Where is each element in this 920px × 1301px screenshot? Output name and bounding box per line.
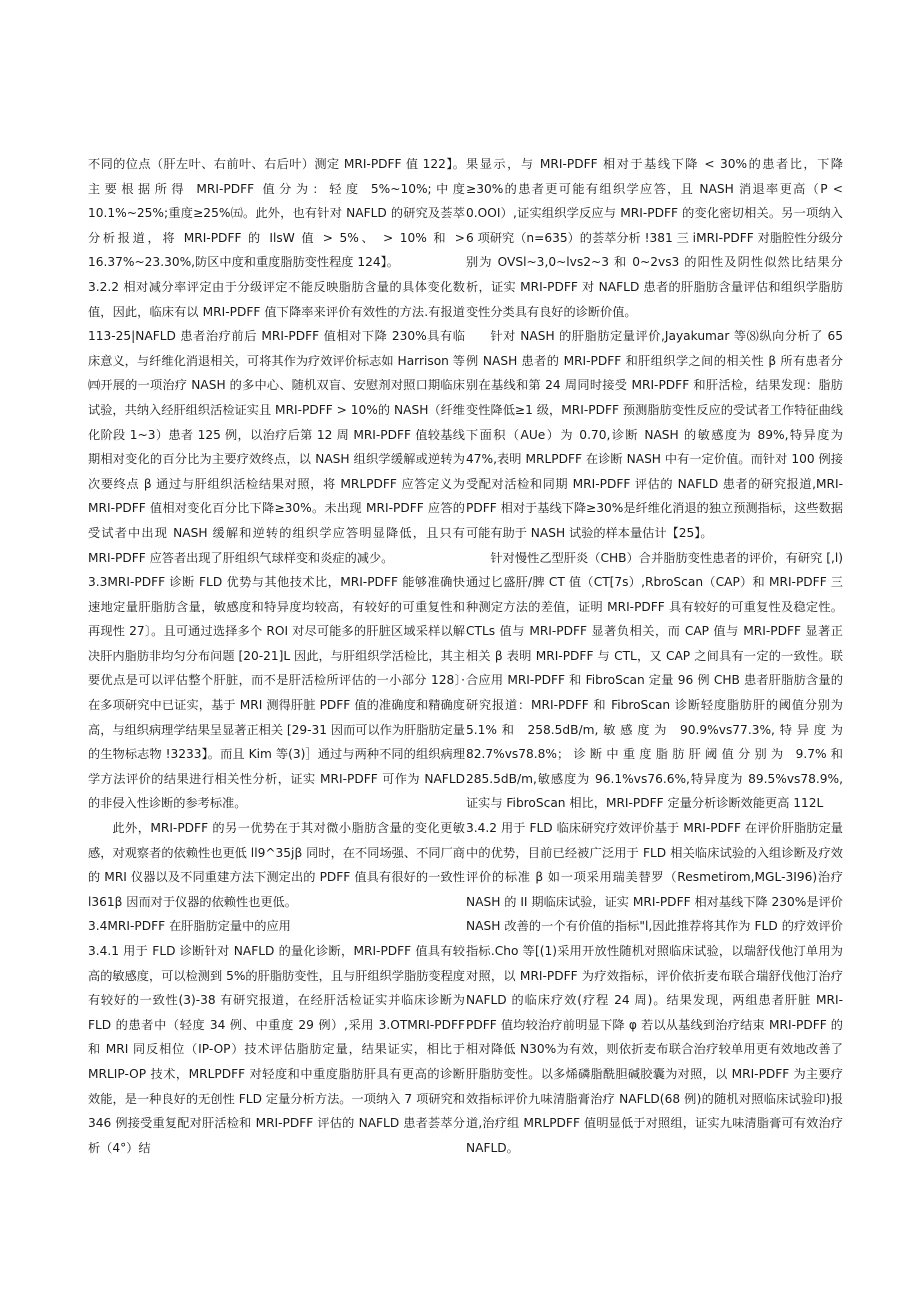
paragraph-chb-evaluation: 针对慢性乙型肝炎（CHB）合并脂肪变性患者的评价，有研究 [,l) 通过匕盛肝/脾 CT 值（CT[7s）,RbroScan（CAP）和 MRI-PDFF 三种测定方法的差值，证明 MRI-PDFF 具有较好的可重复性及稳定性。CTLs 值与 MRI-PDFF 显著负相关，而 CAP 值与 MRI-PDFF 显著正相关 β 表明 MRI-PDFF 与 CTL，又 CAP 之间具有一定的一致性。联合应用 MRI-PDFF 和 FibroScan 定量 96 例 CHB 患者肝脂肪含量的研究报道：MRI-PDFF 和 FibroScan 诊断轻度脂肪肝的阈值分别为 5.1%和 258.5dB/m,敏感度为 90.9%vs77.3%,特异度为 82.7%vs78.8%；诊断中重度脂肪肝阈值分别为 9.7%和 285.5dB/m,敏感度为 96.1%vs76.6%,特异度为 89.5%vs78.9%,证实与 FibroScan 相比，MRI-PDFF 定量分析诊断效能更高 112L: [466, 550, 843, 811]
paragraph-meta-analysis-results: 果显示，与 MRI-PDFF 相对于基线下降 < 30%的患者比，下降≥30%的患者更可能有组织学应答，且 NASH 消退率更高（P < 0.OOI）,证实组织学反应与 MRI-PDFF 的变化密切相关。另一项纳入 6 项研究（n=635）的荟萃分析 !381 三 iMRI-PDFF 对脂腔性分级分别为 OVSl~3,0~lvs2~3 和 0~2vs3 的阳性及阴性似然比结果分析，证实 MRI-PDFF 对 NAFLD 患者的肝脂肪含量评估和组织学脂肪变性分类具有良好的诊断价值。: [466, 157, 843, 319]
paragraph-nash-evaluation: 针对 NASH 的肝脂肪定量评价,Jayakumar 等⑻纵向分析了 65 例 NASH 患者的 MRI-PDFF 和肝组织学之间的相关性 β 所有患者分别在基线和第 24 周同时接受 MRI-PDFF 和肝活检，结果发现：脂肪变性降低≥1 级，MRI-PDFF 预测脂肪变性反应的受试者工作特征曲线下面积（AUe）为 0.70,诊断 NASH 的敏感度为 89%,特异度为 47%,表明 MRLPDFF 在诊断 NASH 中有一定价值。而针对 100 例接受配对活检和同期 MRI-PDFF 评估的 NAFLD 患者的研究报道,MRI-PDFF 相对于基线下降≥30%是纤维化消退的独立预测指标，这些数据可能有助于 NASH 试验的样本量估计【25】。: [466, 329, 843, 540]
paragraph-3-4-1: 3.4.1 用于 FLD 诊断针对 NAFLD 的量化诊断，MRI-PDFF 值具有较高的敏感度，可以检测到 5%的肝脂肪变性，且与肝组织学脂肪变程度有较好的一致性(3)-38 有研究报道，在经肝活检证实并临床诊断为 FLD 的患者中（轻度 34 例、中重度 29 例）,采用 3.OTMRI-PDFF 和 MRI 同反相位（IP-OP）技术评估脂肪定量，结果证实，相比于 MRLIP-OP 技术，MRLPDFF 对轻度和中重度脂肪肝具有更高的诊断效能，是一种良好的无创性 FLD 定量分析方法。一项纳入 7 项研究和 346 例接受重复配对肝活检和 MRI-PDFF 评估的 NAFLD 患者荟萃分析（4°）结: [88, 944, 465, 1155]
left-column: [88, 152, 465, 1160]
section-heading-3-4: 3.4MRI-PDFF 在肝脂肪定量中的应用: [88, 919, 291, 934]
paragraph-mri-advantage: 此外，MRI-PDFF 的另一优势在于其对微小脂肪含量的变化更敏感，对观察者的依赖性也更低 ll9^35jβ 同时，在不同场强、不同厂商的 MRI 仪器以及不同重建方法下测定出的 PDFF 值具有很好的一致性 l361β 因而对于仪器的依赖性也更低。: [88, 821, 465, 909]
paragraph-3-3: 3.3MRI-PDFF 诊断 FLD 优势与其他技术比，MRI-PDFF 能够准确快速地定量肝脂肪含量，敏感度和特异度均较高，有较好的可重复性和再现性 27〕。且可通过选择多个 ROI 对尽可能多的肝脏区域采样以解决肝内脂肪非均匀分布问题 [20-21]L 因此，与肝组织学活检比，其主要优点是可以评估整个肝脏，而不是肝活检所评估的一小部分 128〕·在多项研究中已证实，基于 MRI 测得肝脏 PDFF 值的准确度和精确度高，与组织病理学结果呈显著正相关 [29-31 因而可以作为肝脂肪定量的生物标志物 !3233】。而且 Kim 等(3)］通过与两种不同的组织病理学方法评价的结果进行相关性分析，证实 MRI-PDFF 可作为 NAFLD 的非侵入性诊断的参考标准。: [88, 575, 465, 811]
right-column: [466, 152, 843, 1160]
paragraph-continuation: 不同的位点（肝左叶、右前叶、右后叶）测定 MRI-PDFF 值 122】。主要根据所得 MRI-PDFF 值分为：轻度 5%~10%;中度 10.1%~25%;重度≥25%㈤。此外，也有针对 NAFLD 的研究及荟萃分析报道，将 MRI-PDFF 的 IlsW 值 > 5%、 > 10% 和 > 16.37%~23.30%,防区中度和重度脂肪变性程度 124】。: [88, 157, 465, 270]
paragraph-3-4-2: 3.4.2 用于 FLD 临床研究疗效评价基于 MRI-PDFF 在评价肝脂肪定量中的优势，目前已经被广泛用于 FLD 相关临床试验的入组诊断及疗效评价的标准 β 如一项采用瑞美替罗（Resmetirom,MGL-3I96)治疗 NASH 的 II 期临床试验，证实 MRI-PDFF 相对基线下降 230%是评价 NASH 改善的一个有价值的指标"l,因此推荐将其作为 FLD 的疗效评价指标.Cho 等[(1)采用开放性随机对照临床试验，以瑞舒伐他汀单用为对照，以 MRI-PDFF 为疗效指标，评价依折麦布联合瑞舒伐他汀治疗 NAFLD 的临床疗效(疗程 24 周)。结果发现，两组患者肝脏 MRI-PDFF 值均较治疗前明显下降 φ 若以从基线到治疗结束 MRI-PDFF 的相对降低 N30%为有效，则依折麦布联合治疗较单用更有效地改善了肝脂肪变性。以多烯磷脂酰胆碱胶囊为对照，以 MRI-PDFF 为主要疗效指标评价九味清脂膏治疗 NAFLD(68 例)的随机对照临床试验印)报道,治疗组 MRLPDFF 值明显低于对照组，证实九味清脂膏可有效治疗 NAFLD。: [466, 821, 843, 1155]
paragraph-3-2-2: 3.2.2 相对减分率评定由于分级评定不能反映脂肪含量的具体变化数值，因此，临床有以 MRI-PDFF 值下降率来评价有效性的方法.有报道 113-25|NAFLD 患者治疗前后 MRI-PDFF 值相对下降 230%具有临床意义，与纤维化消退相关，可将其作为疗效评价标志如 Harrison 等㈣开展的一项治疗 NASH 的多中心、随机双盲、安慰剂对照口期临床试验，共纳入经肝组织活检证实且 MRI-PDFF > 10%的 NASH（纤维化阶段 1~3）患者 125 例，以治疗后第 12 周 MRI-PDFF 值较基线期相对变化的百分比为主要疗效终点，以 NASH 组织学缓解或逆转为次要终点 β 通过与肝组织活检结果对照，将 MRLPDFF 应答定义为 MRI-PDFF 值相对变化百分比下降≥30%。未出现 MRI-PDFF 应答的受试者中出现 NASH 缓解和逆转的组织学应答明显降低，且只有 MRI-PDFF 应答者出现了肝组织气球样变和炎症的减少。: [88, 279, 465, 565]
